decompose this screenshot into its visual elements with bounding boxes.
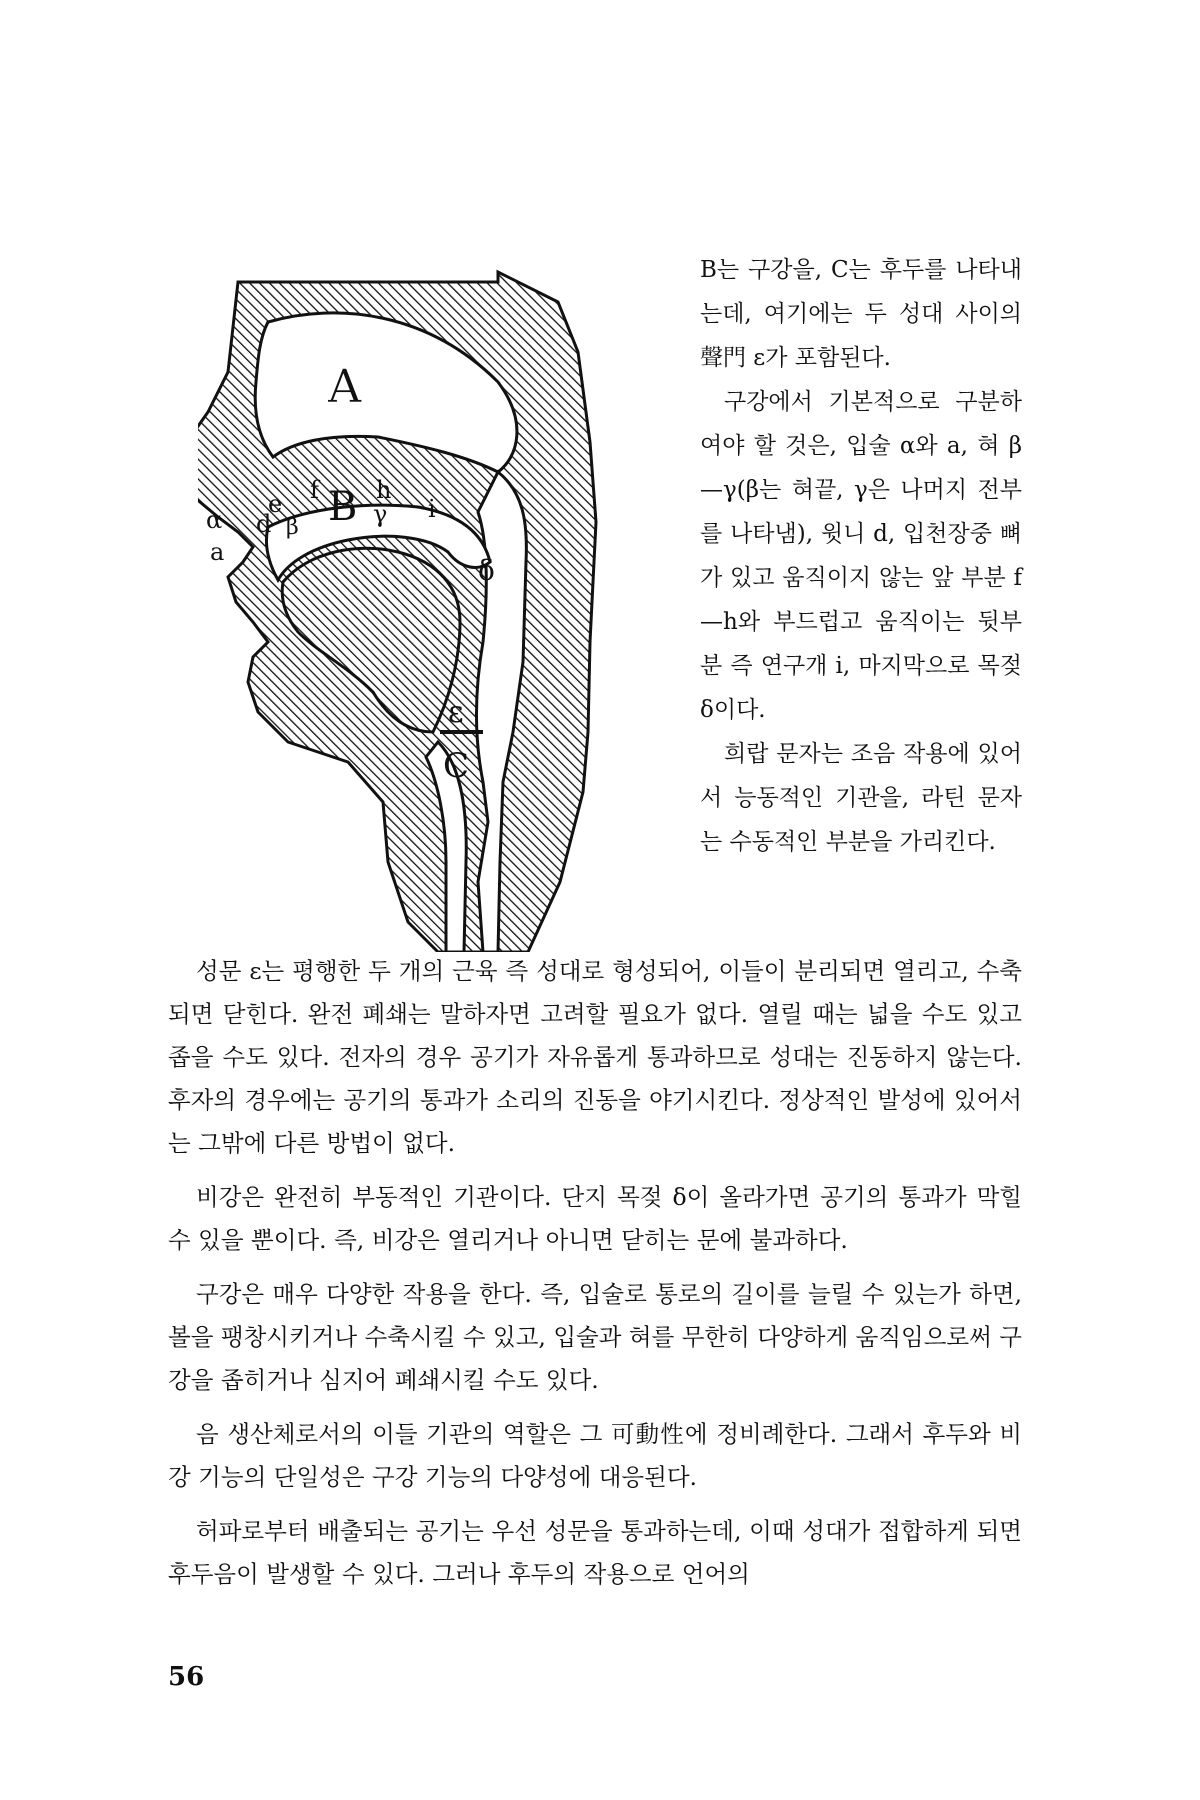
label-epsilon: ε bbox=[448, 695, 464, 730]
body-paragraph-2: 비강은 완전히 부동적인 기관이다. 단지 목젖 δ이 올라가면 공기의 통과가 막힐 수 있을 뿐이다. 즉, 비강은 열리거나 아니면 닫히는 문에 불과하다. bbox=[168, 1183, 1022, 1254]
body-paragraph-3: 구강은 매우 다양한 작용을 한다. 즉, 입술로 통로의 길이를 늘릴 수 있는가 하면, 볼을 팽창시키거나 수축시킬 수 있고, 입술과 혀를 무한히 다양하게 움직임으로써 구강을 좁히거나 심지어 폐쇄시킬 수도 있다. bbox=[168, 1280, 1023, 1394]
caption-paragraph-2: 구강에서 기본적으로 구분하여야 할 것은, 입술 α와 a, 혀 β—γ(β는 혀끝, γ은 나머지 전부를 나타냄), 윗니 d, 입천장중 뼈가 있고 움직이지 않는 앞 부분 f—h와 부드럽고 움직이는 뒷부분 즉 연구개 i, 마지막으로 목젖 δ이다. bbox=[700, 389, 1022, 723]
caption-paragraph-1: B는 구강을, C는 후두를 나타내는데, 여기에는 두 성대 사이의 聲門 ε가 포함된다. bbox=[700, 257, 1022, 371]
label-beta: β bbox=[286, 515, 299, 540]
page-number: 56 bbox=[168, 1662, 205, 1692]
vocal-tract-svg bbox=[198, 262, 668, 952]
label-h: h bbox=[376, 476, 392, 504]
label-f: f bbox=[310, 476, 319, 504]
label-C: C bbox=[443, 746, 470, 786]
label-i: i bbox=[428, 495, 436, 523]
label-B: B bbox=[328, 484, 358, 530]
body-paragraph-1: 성문 ε는 평행한 두 개의 근육 즉 성대로 형성되어, 이들이 분리되면 열리고, 수축되면 닫힌다. 완전 폐쇄는 말하자면 고려할 필요가 없다. 열릴 때는 넓을 수도 있고 좁을 수도 있다. 전자의 경우 공기가 자유롭게 통과하므로 성대는 진동하지 않는다. 후자의 경우에는 공기의 통과가 소리의 진동을 야기시킨다. 정상적인 발성에 있어서는 그밖에 다른 방법이 없다. bbox=[168, 957, 1022, 1157]
body-paragraph-4: 음 생산체로서의 이들 기관의 역할은 그 可動性에 정비례한다. 그래서 후두와 비강 기능의 단일성은 구강 기능의 다양성에 대응된다. bbox=[168, 1420, 1022, 1491]
label-d: d bbox=[256, 510, 272, 538]
label-delta: δ bbox=[478, 554, 495, 587]
label-e: e bbox=[268, 490, 283, 518]
label-alpha: α bbox=[206, 506, 223, 534]
label-a: a bbox=[210, 538, 225, 566]
label-gamma: γ bbox=[373, 500, 388, 528]
caption-paragraph-3: 희랍 문자는 조음 작용에 있어서 능동적인 기관을, 라틴 문자는 수동적인 부분을 가리킨다. bbox=[700, 741, 1022, 855]
figure-caption-column bbox=[700, 248, 1022, 864]
body-text bbox=[168, 950, 1022, 1607]
vocal-tract-diagram bbox=[198, 262, 668, 952]
label-A: A bbox=[328, 359, 362, 413]
body-paragraph-5: 허파로부터 배출되는 공기는 우선 성문을 통과하는데, 이때 성대가 접합하게 되면 후두음이 발생할 수 있다. 그러나 후두의 작용으로 언어의 bbox=[168, 1517, 1022, 1588]
